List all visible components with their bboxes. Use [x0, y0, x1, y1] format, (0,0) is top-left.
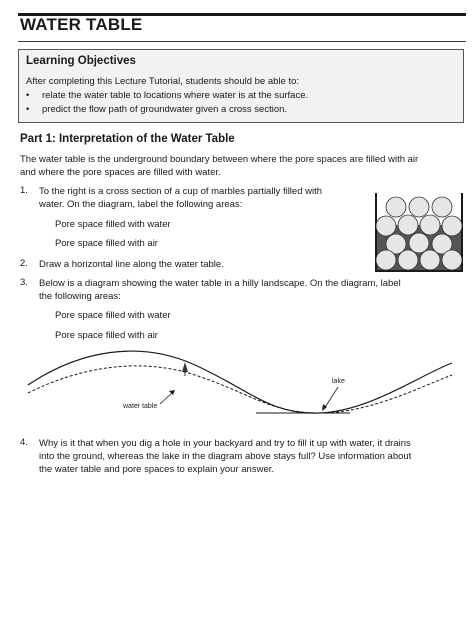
lake-pointer	[324, 387, 338, 409]
question-4-line: the water table and pore spaces to explain your answer.	[39, 464, 275, 475]
question-3-line: Below is a diagram showing the water table in a hilly landscape. On the diagram, label	[39, 278, 401, 289]
objective-item	[26, 104, 287, 115]
question-3-area-water: Pore space filled with water	[55, 310, 171, 321]
water-table-pointer-arrowhead	[169, 390, 175, 395]
marble	[420, 250, 440, 270]
question-1-number: 1.	[20, 185, 28, 196]
marble	[398, 215, 418, 235]
question-4-line: into the ground, whereas the lake in the diagram above stays full? Use information about	[39, 451, 412, 462]
water-table-line	[28, 366, 452, 413]
objective-item	[26, 90, 308, 101]
question-1-line: To the right is a cross section of a cup of marbles partially filled with	[39, 186, 323, 197]
landscape-diagram	[20, 345, 460, 425]
tree-icon	[182, 362, 188, 372]
marble-cup-diagram	[374, 193, 464, 273]
learning-objectives-box	[18, 49, 464, 123]
part1-intro-line: and where the pore spaces are filled with water.	[20, 167, 221, 178]
objectives-heading: Learning Objectives	[26, 55, 136, 67]
part1-heading: Part 1: Interpretation of the Water Table	[20, 133, 235, 145]
marble	[409, 197, 429, 217]
question-1-area-air: Pore space filled with air	[55, 238, 158, 249]
question-3-line: the following areas:	[39, 291, 121, 302]
water-table-pointer	[160, 392, 173, 404]
marble	[376, 250, 396, 270]
question-1-line: water. On the diagram, label the following areas:	[39, 199, 243, 210]
ground-surface	[28, 351, 452, 413]
marble	[442, 216, 462, 236]
question-1-area-water: Pore space filled with water	[55, 219, 171, 230]
objective-text: relate the water table to locations where water is at the surface.	[42, 90, 309, 101]
question-3-area-air: Pore space filled with air	[55, 330, 158, 341]
question-3-number: 3.	[20, 277, 28, 288]
question-4-line: Why is it that when you dig a hole in your backyard and try to fill it up with water, it drains	[39, 438, 411, 449]
marble	[386, 197, 406, 217]
bullet: •	[26, 104, 30, 115]
title-rule	[18, 41, 466, 42]
marble	[409, 233, 429, 253]
marble	[398, 250, 418, 270]
page-title: WATER TABLE	[20, 15, 143, 34]
lake-label: lake	[332, 378, 345, 385]
marble	[432, 197, 452, 217]
marble	[420, 215, 440, 235]
question-4-number: 4.	[20, 437, 28, 448]
bullet: •	[26, 90, 30, 101]
marble	[376, 216, 396, 236]
objective-text: predict the flow path of groundwater given a cross section.	[42, 104, 288, 115]
marble	[442, 250, 462, 270]
question-2-number: 2.	[20, 258, 28, 269]
water-table-label: water table	[123, 403, 158, 410]
part1-intro-line: The water table is the underground boundary between where the pore spaces are filled with air	[20, 154, 419, 165]
question-2-line: Draw a horizontal line along the water table.	[39, 259, 224, 270]
objectives-intro: After completing this Lecture Tutorial, students should be able to:	[26, 76, 300, 87]
